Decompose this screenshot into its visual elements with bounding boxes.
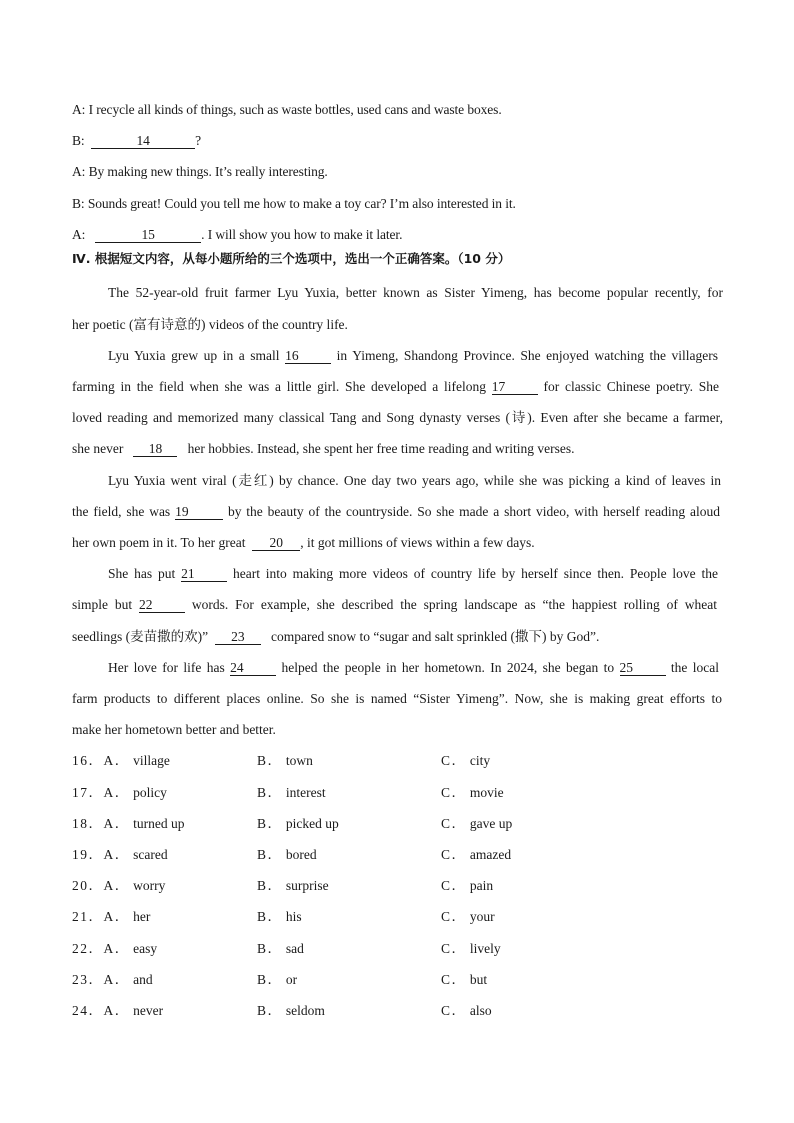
option-letter: B． (257, 753, 283, 768)
option-letter: A． (103, 816, 130, 831)
option-text: her (133, 909, 151, 924)
option-a[interactable] (72, 814, 185, 834)
option-text: picked up (285, 816, 339, 831)
passage-line: she never 18 her hobbies. Instead, she spent her free time reading and writing verses. (72, 441, 575, 456)
option-letter: A． (103, 909, 130, 924)
option-c[interactable] (441, 783, 504, 803)
option-a[interactable] (72, 876, 165, 896)
option-text: turned up (133, 816, 185, 831)
option-text: worry (133, 878, 166, 893)
option-b[interactable] (257, 845, 317, 865)
question-row (72, 814, 722, 834)
speaker-label: A: (72, 227, 86, 242)
passage-line: simple but 22 words. For example, she described the spring landscape as “the happiest rolling of wheat (72, 597, 718, 612)
option-text: amazed (469, 847, 512, 862)
question-number: 21． (72, 909, 104, 924)
option-text: and (133, 972, 153, 987)
question-row (72, 876, 722, 896)
passage-line: make her hometown better and better. (72, 722, 276, 737)
option-letter: B． (257, 972, 283, 987)
option-text: surprise (285, 878, 329, 893)
option-text: or (285, 972, 298, 987)
question-row (72, 1001, 722, 1021)
passage-line: Lyu Yuxia went viral (走红) by chance. One day two years ago, while she was picking a kind of leaves in (108, 473, 721, 488)
option-text: also (469, 1003, 492, 1018)
section-heading: Ⅳ. 根据短文内容，从每小题所给的三个选项中，选出一个正确答案。（10 分） (72, 251, 511, 266)
option-letter: A． (103, 847, 130, 862)
passage-line: her own poem in it. To her great 20 , it got millions of views within a few days. (72, 535, 535, 550)
option-a[interactable] (72, 751, 170, 771)
option-letter: C． (441, 1003, 467, 1018)
option-c[interactable] (441, 907, 495, 927)
option-b[interactable] (257, 1001, 325, 1021)
option-a[interactable] (72, 1001, 163, 1021)
question-number: 22． (72, 941, 104, 956)
option-text: city (469, 753, 491, 768)
option-letter: B． (257, 816, 283, 831)
passage-line: farming in the field when she was a little girl. She developed a lifelong 17 for classic Chinese poetry. She (72, 379, 719, 394)
dialogue-text: By making new things. It’s really interesting. (88, 164, 328, 179)
blank-14[interactable]: 14 (91, 133, 195, 149)
passage-line: She has put 21 heart into making more videos of country life by herself since then. People love the (108, 566, 719, 581)
question-number: 23． (72, 972, 104, 987)
option-b[interactable] (257, 783, 326, 803)
option-letter: C． (441, 972, 467, 987)
option-text: his (285, 909, 302, 924)
option-text: easy (133, 941, 158, 956)
passage-line: Lyu Yuxia grew up in a small 16 in Yimeng, Shandong Province. She enjoyed watching the villagers (108, 348, 719, 363)
speaker-label: A: (72, 102, 86, 117)
speaker-label: B: (72, 133, 85, 148)
option-b[interactable] (257, 907, 302, 927)
dialogue-line-2 (72, 131, 723, 151)
passage-line: her poetic (富有诗意的) videos of the country life. (72, 317, 348, 332)
option-letter: A． (103, 753, 130, 768)
option-a[interactable] (72, 970, 153, 990)
blank-21[interactable]: 21 (181, 566, 227, 582)
option-text: pain (469, 878, 494, 893)
dialogue-text: . I will show you how to make it later. (201, 227, 403, 242)
option-letter: B． (257, 1003, 283, 1018)
option-letter: B． (257, 909, 283, 924)
option-c[interactable] (441, 845, 511, 865)
dialogue-line-3 (72, 162, 723, 182)
question-row (72, 939, 722, 959)
option-text: but (469, 972, 488, 987)
option-c[interactable] (441, 876, 493, 896)
option-a[interactable] (72, 783, 167, 803)
option-a[interactable] (72, 907, 150, 927)
option-a[interactable] (72, 845, 168, 865)
question-row (72, 783, 722, 803)
blank-15[interactable]: 15 (95, 227, 201, 243)
blank-19[interactable]: 19 (175, 504, 223, 520)
question-number: 19． (72, 847, 104, 862)
option-text: bored (285, 847, 317, 862)
question-row (72, 970, 722, 990)
blank-16[interactable]: 16 (285, 348, 331, 364)
blank-23[interactable]: 23 (215, 629, 261, 645)
dialogue-line-4 (72, 194, 723, 214)
option-letter: A． (103, 941, 130, 956)
passage-line: The 52-year-old fruit farmer Lyu Yuxia, better known as Sister Yimeng, has become popular recently, for (108, 285, 723, 300)
option-letter: B． (257, 941, 283, 956)
option-b[interactable] (257, 751, 313, 771)
option-letter: A． (103, 972, 130, 987)
option-letter: C． (441, 785, 467, 800)
question-number: 20． (72, 878, 104, 893)
question-number: 16． (72, 753, 104, 768)
question-number: 24． (72, 1003, 104, 1018)
blank-20[interactable]: 20 (252, 535, 300, 551)
blank-22[interactable]: 22 (139, 597, 185, 613)
dialogue-text: Sounds great! Could you tell me how to make a toy car? I’m also interested in it. (87, 196, 516, 211)
blank-25[interactable]: 25 (620, 660, 666, 676)
option-letter: A． (103, 878, 130, 893)
option-letter: B． (257, 785, 283, 800)
option-b[interactable] (257, 970, 297, 990)
option-c[interactable] (441, 939, 501, 959)
option-text: movie (469, 785, 504, 800)
blank-18[interactable]: 18 (133, 441, 177, 457)
passage-line: Her love for life has 24 helped the people in her hometown. In 2024, she began to 25 the local (108, 660, 719, 675)
option-text: interest (285, 785, 326, 800)
question-number: 17． (72, 785, 104, 800)
dialogue-line-5 (72, 225, 723, 245)
speaker-label: B: (72, 196, 85, 211)
option-text: your (469, 909, 495, 924)
speaker-label: A: (72, 164, 86, 179)
question-row (72, 907, 722, 927)
dialogue-text: I recycle all kinds of things, such as waste bottles, used cans and waste boxes. (88, 102, 502, 117)
option-letter: C． (441, 909, 467, 924)
dialogue-text: ? (195, 133, 202, 148)
question-row (72, 845, 722, 865)
option-letter: C． (441, 878, 467, 893)
option-letter: B． (257, 878, 283, 893)
option-a[interactable] (72, 939, 157, 959)
option-text: village (133, 753, 170, 768)
option-text: town (285, 753, 313, 768)
blank-17[interactable]: 17 (492, 379, 538, 395)
option-letter: C． (441, 941, 467, 956)
option-letter: A． (103, 1003, 130, 1018)
option-letter: A． (103, 785, 130, 800)
passage-line: seedlings (麦苗撒的欢)” 23 compared snow to “sugar and salt sprinkled (撒下) by God”. (72, 629, 600, 644)
option-text: never (133, 1003, 164, 1018)
option-c[interactable] (441, 814, 512, 834)
option-text: gave up (469, 816, 513, 831)
option-letter: B． (257, 847, 283, 862)
option-text: seldom (285, 1003, 325, 1018)
option-c[interactable] (441, 970, 487, 990)
option-b[interactable] (257, 814, 339, 834)
dialogue-line-1 (72, 100, 723, 120)
option-letter: C． (441, 816, 467, 831)
option-text: lively (469, 941, 501, 956)
blank-24[interactable]: 24 (230, 660, 276, 676)
question-number: 18． (72, 816, 104, 831)
passage-line: loved reading and memorized many classical Tang and Song dynasty verses (诗). Even after she became a farmer, (72, 410, 723, 425)
option-text: sad (285, 941, 304, 956)
option-text: policy (133, 785, 167, 800)
option-letter: C． (441, 753, 467, 768)
option-b[interactable] (257, 939, 304, 959)
option-c[interactable] (441, 1001, 492, 1021)
option-b[interactable] (257, 876, 329, 896)
passage-line: farm products to different places online. So she is named “Sister Yimeng”. Now, she is making great efforts to (72, 691, 722, 706)
option-letter: C． (441, 847, 467, 862)
option-c[interactable] (441, 751, 490, 771)
passage-line: the field, she was 19 by the beauty of the countryside. So she made a short video, with herself reading aloud (72, 504, 721, 519)
question-row (72, 751, 722, 771)
option-text: scared (133, 847, 168, 862)
